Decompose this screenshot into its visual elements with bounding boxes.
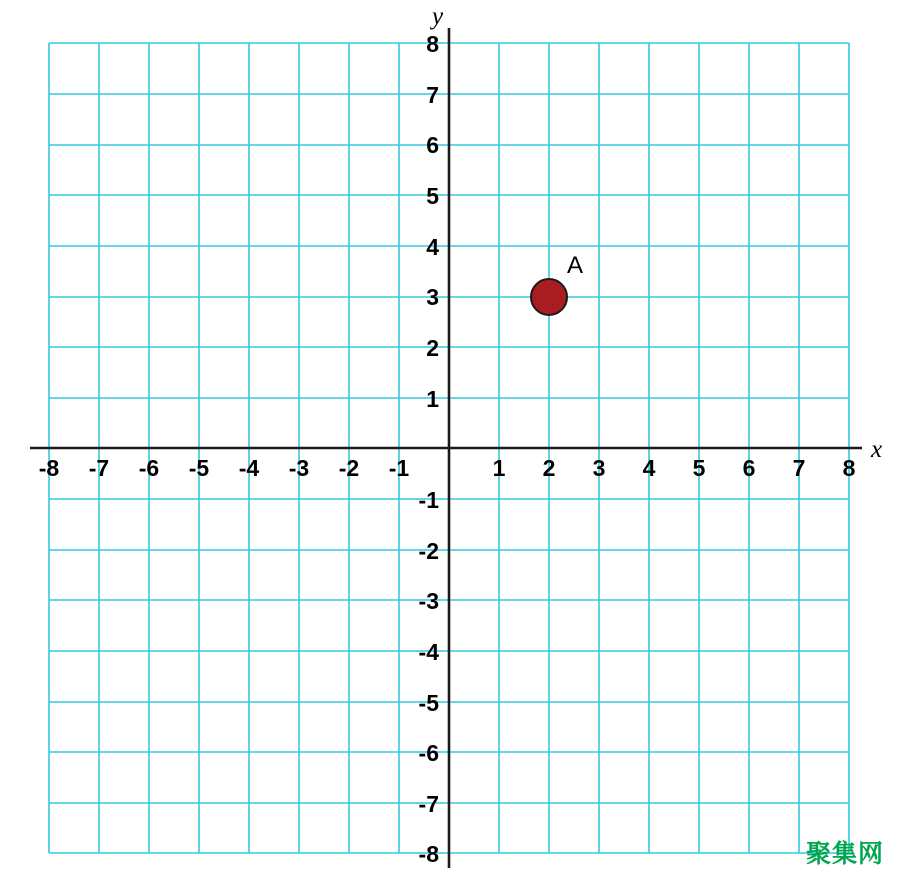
x-tick-label: 3 xyxy=(592,455,606,481)
y-tick-label: 7 xyxy=(426,82,439,108)
x-tick-label: 2 xyxy=(542,455,556,481)
y-axis-label: y xyxy=(432,3,444,30)
x-tick-label: -2 xyxy=(338,455,360,481)
x-tick-label: -5 xyxy=(188,455,210,481)
data-point-a[interactable] xyxy=(531,252,583,315)
y-tick-label: -3 xyxy=(418,588,439,614)
y-tick-label: 8 xyxy=(426,31,439,57)
x-tick-label: 4 xyxy=(642,455,656,481)
axes xyxy=(30,28,862,868)
y-tick-label: 6 xyxy=(426,132,439,158)
x-tick-label: 8 xyxy=(842,455,856,481)
y-tick-label: -6 xyxy=(418,740,439,766)
watermark-text: 聚集网 xyxy=(805,839,884,868)
y-tick-label: -4 xyxy=(418,639,439,665)
x-tick-label: -4 xyxy=(238,455,260,481)
y-tick-label: 2 xyxy=(426,335,439,361)
y-tick-label: -2 xyxy=(418,538,439,564)
y-tick-label: 5 xyxy=(426,183,439,209)
point-label-a: A xyxy=(567,252,584,279)
y-tick-label: 3 xyxy=(426,284,439,310)
y-tick-label: -1 xyxy=(418,487,439,513)
x-tick-label: -3 xyxy=(288,455,310,481)
x-tick-labels xyxy=(39,455,856,481)
x-tick-label: -8 xyxy=(38,455,60,481)
x-tick-label: 1 xyxy=(492,455,506,481)
x-tick-label: 6 xyxy=(742,455,756,481)
y-tick-label: -5 xyxy=(418,690,439,716)
x-tick-label: -1 xyxy=(388,455,410,481)
x-tick-label: -6 xyxy=(138,455,160,481)
y-tick-label: -7 xyxy=(418,791,439,817)
x-axis-label: x xyxy=(871,436,883,463)
y-tick-label: 1 xyxy=(426,386,439,412)
x-tick-label: -7 xyxy=(88,455,110,481)
x-tick-label: 7 xyxy=(792,455,806,481)
point-marker-a[interactable] xyxy=(531,279,567,315)
y-tick-label: 4 xyxy=(426,234,439,260)
y-tick-label: -8 xyxy=(418,841,439,867)
x-tick-label: 5 xyxy=(692,455,706,481)
